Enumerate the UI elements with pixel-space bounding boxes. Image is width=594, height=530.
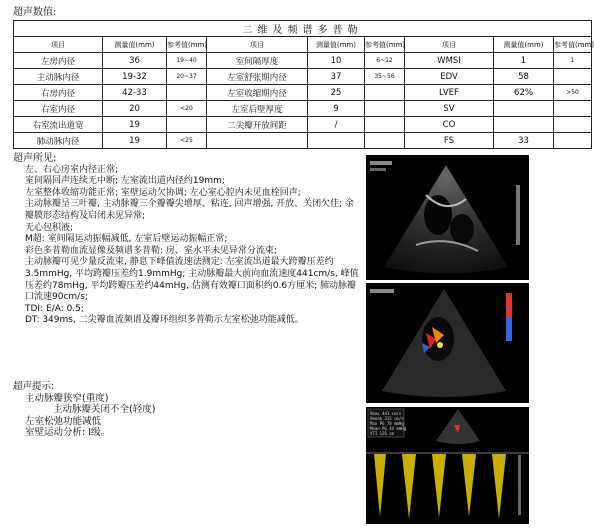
column-header: 项目 [14,37,103,53]
table-cell [554,133,592,149]
table-cell: 33 [494,133,554,149]
table-row [14,69,592,85]
table-cell: 1 [494,53,554,69]
finding-line: 无心包积液; [25,222,74,233]
table-cell: 左室后壁厚度 [207,101,308,117]
table-cell: 36 [103,53,167,69]
table-row [14,85,592,101]
table-cell: 58 [494,69,554,85]
table-cell: 37 [308,69,365,85]
table-cell: 二尖瓣开放间距 [207,117,308,133]
conclusion-line: 室壁运动分析: Ⅰ级。 [25,427,111,438]
table-cell: 42-33 [103,85,167,101]
table-cell: >50 [554,85,592,101]
table-cell: 室间隔厚度 [207,53,308,69]
table-row [14,101,592,117]
column-header: 参考值(mm) [167,37,207,53]
table-cell [207,133,308,149]
table-cell: 右房内径 [14,85,103,101]
table-cell [167,117,207,133]
table-row [14,53,592,69]
finding-line: 左室整体收缩功能正常; 室壁运动欠协调; 左心室心腔内未见血栓回声; [25,187,301,198]
table-title: 二维及频谱多普勒 [14,21,592,37]
table-cell [365,133,405,149]
finding-line: TDI: E/A: 0.5; [25,303,84,314]
column-header: 测量值(mm) [103,37,167,53]
table-cell: 9 [308,101,365,117]
table-cell: EDV [405,69,494,85]
table-cell [308,133,365,149]
table-cell: SV [405,101,494,117]
conclusion-section [13,381,313,439]
findings-section [13,153,361,327]
readout-line: Max PG 78 mmHg [370,421,404,426]
column-header: 项目 [207,37,308,53]
table-cell: 20 [103,101,167,117]
table-cell: 19 [103,117,167,133]
spectral-doppler-image [366,407,529,524]
finding-line: M超: 室间隔运动振幅减低, 左室后壁运动振幅正常; [25,234,228,245]
conclusion-title: 超声提示: [13,381,55,392]
table-cell [554,101,592,117]
table-cell [554,117,592,133]
measurements-table [13,20,592,149]
column-header: 参考值(mm) [554,37,592,53]
table-cell [365,101,405,117]
table-cell: 左室舒张期内径 [207,69,308,85]
conclusion-line: 主动脉瓣关闭不全(轻度) [53,404,156,415]
finding-line: 主动脉瓣呈三叶瓣, 主动脉瓣三个瓣瓣尖增厚、粘连, 回声增强, 开放、关闭欠佳; 余瓣膜形态结构及启闭未见异常; [25,199,355,221]
table-cell: 25 [308,85,365,101]
finding-line: DT: 349ms, 二尖瓣血流频谱及瓣环组织多普勒示左室松弛功能减低。 [25,315,304,326]
column-header: 测量值(mm) [494,37,554,53]
table-cell: 左房内径 [14,53,103,69]
table-cell: 左室收缩期内径 [207,85,308,101]
table-cell: 19 [103,133,167,149]
table-cell: <20 [167,101,207,117]
finding-line: 彩色多普勒血流显像及频谱多普勒: 房、室水平未见异常分流束; [25,245,277,256]
table-cell: LVEF [405,85,494,101]
table-row [14,133,592,149]
table-cell [365,117,405,133]
column-header: 项目 [405,37,494,53]
table-cell: CO [405,117,494,133]
finding-line: 左、右心房室内径正常; [25,164,119,175]
table-cell: 19-32 [103,69,167,85]
table-cell: 6~12 [365,53,405,69]
readout-line: VTI 126 cm [370,431,395,436]
table-cell: 62% [494,85,554,101]
table-cell: 主动脉内径 [14,69,103,85]
section-title-values: 超声数值: [13,7,57,18]
readout-line: Vmax 441 cm/s [370,411,402,416]
finding-line: 主动脉瓣可见少量反流束, 静息下峰值流速法测定: 左室流出道最大跨瓣压差约3.5mmHg, 平均跨瓣压差约1.9mmHg; 主动脉瓣最大前向血流速度441cm/s, 峰值压差约78mHg, 平均跨瓣压差约44mHg, 估测有效瓣口面积约0.6方厘米; 肺动脉瓣口流速90cm/s; [25,257,359,303]
table-cell [167,85,207,101]
table-cell: 右室内径 [14,101,103,117]
table-cell: 19~40 [167,53,207,69]
table-cell: 10 [308,53,365,69]
table-cell [365,85,405,101]
table-cell: WMSI [405,53,494,69]
table-cell: FS [405,133,494,149]
findings-title: 超声所见: [13,153,57,164]
table-cell [494,117,554,133]
readout-line: Mean PG 44 mmHg [370,426,407,431]
column-header: 参考值(mm) [365,37,405,53]
table-cell: 35~56 [365,69,405,85]
table-header-row [14,37,592,53]
table-cell: 右室流出道宽 [14,117,103,133]
readout-line: Vmean 315 cm/s [370,416,404,421]
table-cell [494,101,554,117]
table-cell: 1 [554,53,592,69]
table-cell: 20~37 [167,69,207,85]
finding-line: 室间隔回声连续无中断; 左室流出道内径约19mm; [25,176,225,187]
echo-2d-image [366,155,529,280]
table-cell: / [308,117,365,133]
table-row [14,117,592,133]
table-cell: <25 [167,133,207,149]
table-cell [554,69,592,85]
table-cell: 肺动脉内径 [14,133,103,149]
conclusion-line: 左室松弛功能减低 [25,415,102,427]
color-doppler-image [366,283,529,403]
conclusion-line: 主动脉瓣狭窄(重度) [25,392,109,404]
column-header: 测量值(mm) [308,37,365,53]
